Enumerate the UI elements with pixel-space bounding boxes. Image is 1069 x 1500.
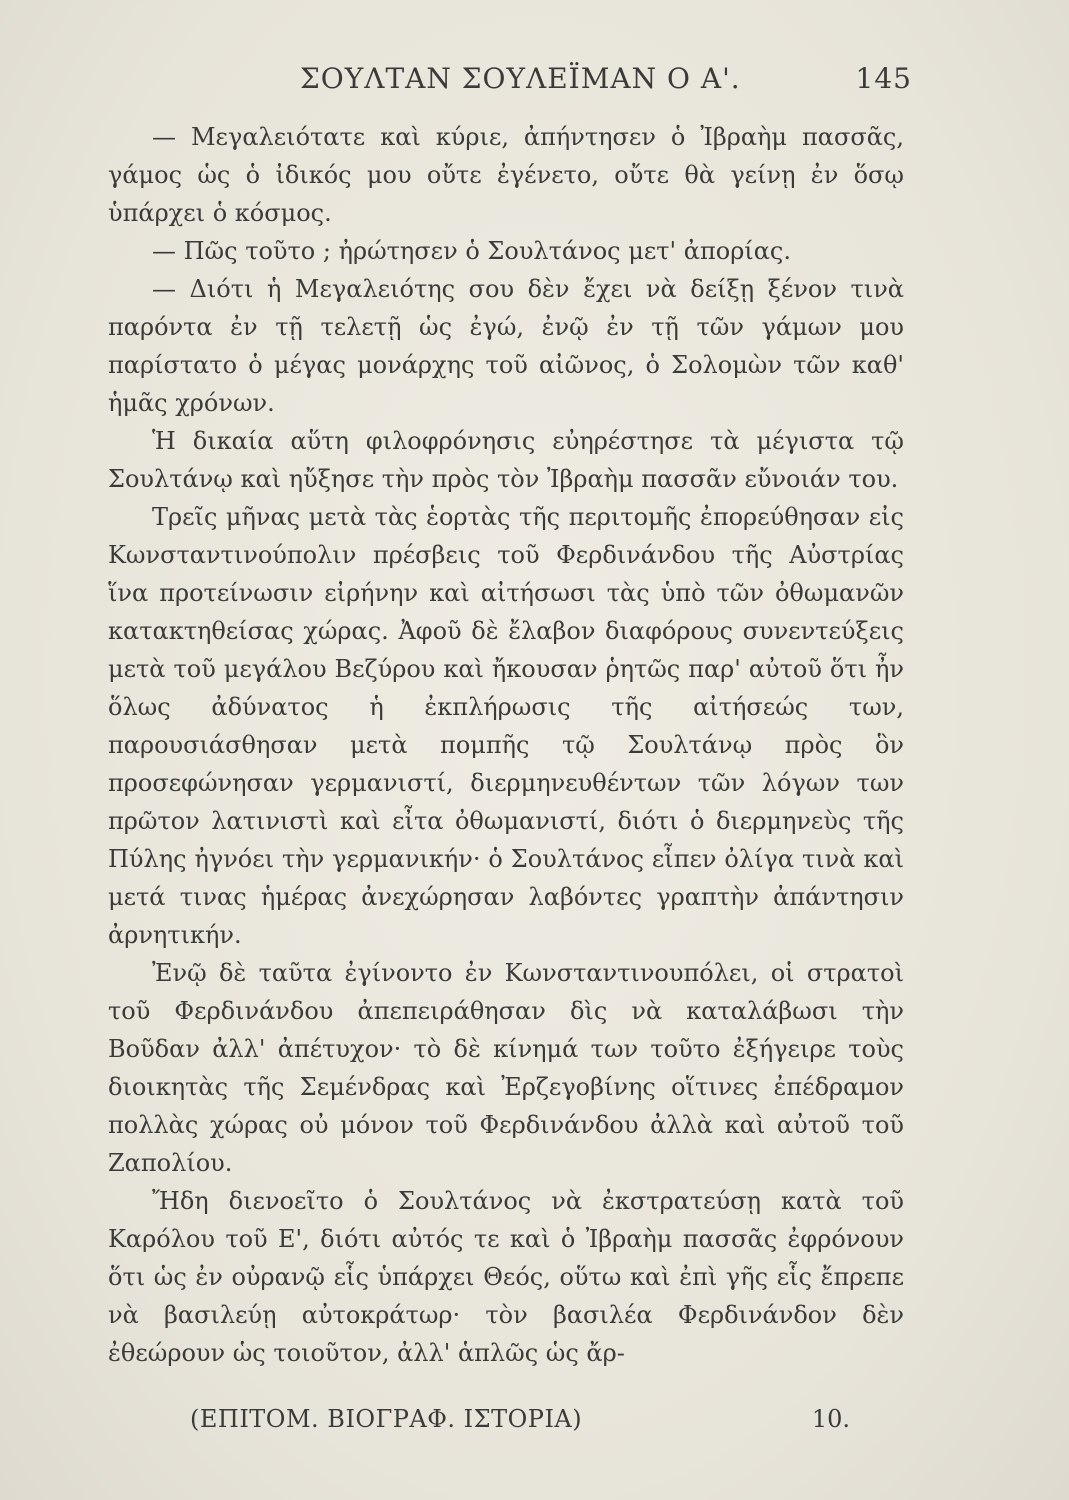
paragraph: — Διότι ἡ Μεγαλειότης σου δὲν ἔχει νὰ δείξῃ ξένον τινὰ παρόντα ἐν τῇ τελετῇ ὡς ἐγώ, ἐνῷ ἐν τῇ τῶν γάμων μου παρίστατο ὁ μέγας μονάρχης τοῦ αἰῶνος, ὁ Σολομὼν τῶν καθ' ἡμᾶς χρόνων.	[108, 275, 904, 417]
running-header	[300, 62, 912, 102]
paragraph: Ἡ δικαία αὕτη φιλοφρόνησις εὐηρέστησε τὰ μέγιστα τῷ Σουλτάνῳ καὶ ηὔξησε τὴν πρὸς τὸν Ἰβραὴμ πασσᾶν εὔνοιάν του.	[108, 427, 904, 493]
paragraph: Ἤδη διενοεῖτο ὁ Σουλτάνος νὰ ἐκστρατεύσῃ κατὰ τοῦ Καρόλου τοῦ Ε', διότι αὐτός τε καὶ ὁ Ἰβραὴμ πασσᾶς ἐφρόνουν ὅτι ὡς ἐν οὐρανῷ εἷς ὑπάρχει Θεός, οὕτω καὶ ἐπὶ γῆς εἷς ἔπρεπε νὰ βασιλεύῃ αὐτοκράτωρ· τὸν βασιλέα Φερδινάνδον δὲν ἐθεώρουν ὡς τοιοῦτον, ἀλλ' ἁπλῶς ὡς ἄρ-	[108, 1187, 904, 1367]
paragraph: Τρεῖς μῆνας μετὰ τὰς ἑορτὰς τῆς περιτομῆς ἐπορεύθησαν εἰς Κωνσταντινούπολιν πρέσβεις τοῦ Φερδινάνδου τῆς Αὐστρίας ἵνα προτείνωσιν εἰρήνην καὶ αἰτήσωσι τὰς ὑπὸ τῶν ὀθωμανῶν κατακτηθείσας χώρας. Ἀφοῦ δὲ ἔλαβον διαφόρους συνεντεύξεις μετὰ τοῦ μεγάλου Βεζύρου καὶ ἤκουσαν ῥητῶς παρ' αὐτοῦ ὅτι ἦν ὅλως ἀδύνατος ἡ ἐκπλήρωσις τῆς αἰτήσεώς των, παρουσιάσθησαν μετὰ πομπῆς τῷ Σουλτάνῳ πρὸς ὃν προσεφώνησαν γερμανιστί, διερμηνευθέντων τῶν λόγων των πρῶτον λατινιστὶ καὶ εἶτα ὀθωμανιστί, διότι ὁ διερμηνεὺς τῆς Πύλης ἠγνόει τὴν γερμανικήν· ὁ Σουλτάνος εἶπεν ὀλίγα τινὰ καὶ μετά τινας ἡμέρας ἀνεχώρησαν λαβόντες γραπτὴν ἀπάντησιν ἀρνητικήν.	[108, 503, 904, 949]
page-footer	[190, 1405, 850, 1441]
paragraph: — Πῶς τοῦτο ; ἠρώτησεν ὁ Σουλτάνος μετ' ἀπορίας.	[152, 237, 791, 265]
page-number: 145	[855, 62, 912, 95]
running-title: ΣΟΥΛΤΑΝ ΣΟΥΛΕΪΜΑΝ Ο Α'.	[300, 62, 741, 95]
printer-signature: (ΕΠΙΤΟΜ. ΒΙΟΓΡΑΦ. ΙΣΤΟΡΙΑ)	[190, 1405, 583, 1433]
body-text	[108, 118, 904, 1372]
sheet-mark: 10.	[811, 1405, 850, 1433]
paragraph: Ἐνῷ δὲ ταῦτα ἐγίνοντο ἐν Κωνσταντινουπόλει, οἱ στρατοὶ τοῦ Φερδινάνδου ἀπεπειράθησαν δὶς νὰ καταλάβωσι τὴν Βοῦδαν ἀλλ' ἀπέτυχον· τὸ δὲ κίνημά των τοῦτο ἐξήγειρε τοὺς διοικητὰς τῆς Σεμένδρας καὶ Ἐρζεγοβίνης οἵτινες ἐπέδραμον πολλὰς χώρας οὐ μόνον τοῦ Φερδινάνδου ἀλλὰ καὶ αὐτοῦ τοῦ Ζαπολίου.	[108, 959, 904, 1177]
paragraph: — Μεγαλειότατε καὶ κύριε, ἀπήντησεν ὁ Ἰβραὴμ πασσᾶς, γάμος ὡς ὁ ἰδικός μου οὔτε ἐγένετο, οὔτε θὰ γείνῃ ἐν ὅσῳ ὑπάρχει ὁ κόσμος.	[108, 123, 904, 227]
